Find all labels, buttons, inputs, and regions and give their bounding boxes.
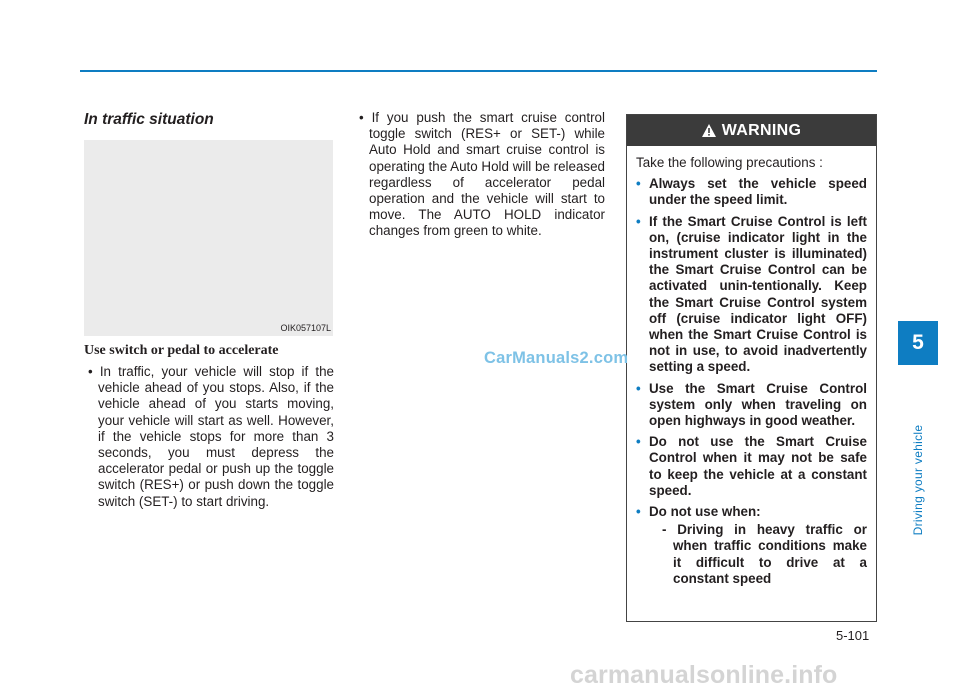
warning-item [636,434,867,499]
warning-item-text: If the Smart Cruise Control is left on, (cruise indicator light in the instrument cluster is illuminated) the Smart Cruise Control can be activated unin-tentionally. Keep the Smart Cruise Control system off (cruise indicator light OFF) when the Smart Cruise Control is not in use, to avoid inadvertently setting a speed. [649,213,867,375]
warning-item-text: Do not use the Smart Cruise Control when it may not be safe to keep the vehicle at a constant speed. [649,434,867,498]
warning-title: WARNING [721,121,802,139]
warning-item [636,504,867,587]
middle-bullet: • If you push the smart cruise control toggle switch (RES+ or SET-) while Auto Hold and smart cruise control is operating the Auto Hold will be released regardless of accelerator pedal operation and the vehicle will start to move. The AUTO HOLD indicator changes from green to white. [359,110,605,239]
bullet-icon: • [636,504,641,520]
warning-box [626,114,877,622]
bullet-icon: • [636,213,641,229]
bullet-icon: • [636,176,641,192]
warning-item-text: Do not use when: [649,504,761,520]
warning-item [636,176,867,208]
chapter-number-tab: 5 [898,321,938,365]
warning-item [636,381,867,430]
left-column [84,364,334,510]
warning-triangle-icon [702,124,716,137]
warning-body [627,146,876,587]
left-bullet-text: In traffic, your vehicle will stop if the vehicle ahead of you stops. Also, if the vehicle ahead of you starts moving, your vehicle will start as well. However, if the vehicle stops for more than 3 seconds, you must depress the accelerator pedal or push up the toggle switch (RES+) or push down the toggle switch (SET-) to start driving. [98,364,334,509]
subheading: Use switch or pedal to accelerate [84,343,279,358]
figure-code: OIK057107L [280,323,331,333]
middle-bullet-text: If you push the smart cruise control toggle switch (RES+ or SET-) while Auto Hold and smart cruise control is operating the Auto Hold will be released regardless of accelerator pedal operation and the vehicle will start to move. The AUTO HOLD indicator changes from green to white. [369,110,605,239]
section-title: In traffic situation [84,111,214,128]
warning-header [627,115,876,146]
warning-item [636,214,867,376]
warning-item-text: Always set the vehicle speed under the speed limit. [649,176,867,208]
footer-watermark[interactable]: carmanualsonline.info [570,661,838,689]
chapter-label: Driving your vehicle [911,424,925,536]
figure-image [84,140,333,336]
left-bullet: • In traffic, your vehicle will stop if the vehicle ahead of you stops. Also, if the vehicle ahead of you starts moving, your vehicle will start as well. However, if the vehicle stops for more than 3 seconds, you must depress the accelerator pedal or push up the toggle switch (RES+) or push down the toggle switch (SET-) to start driving. [88,364,334,509]
page-number: 5-101 [836,628,870,643]
warning-sub-item: - Driving in heavy traffic or when traffic conditions make it difficult to drive at a constant speed [662,522,867,586]
watermark-link[interactable]: CarManuals2.com [484,349,629,367]
middle-column [355,110,605,240]
bullet-icon: • [636,434,641,450]
warning-intro: Take the following precautions : [636,155,823,170]
warning-item-text: Use the Smart Cruise Control system only when traveling on open highways in good weather. [649,380,867,429]
bullet-icon: • [636,380,641,396]
top-rule [80,70,877,72]
